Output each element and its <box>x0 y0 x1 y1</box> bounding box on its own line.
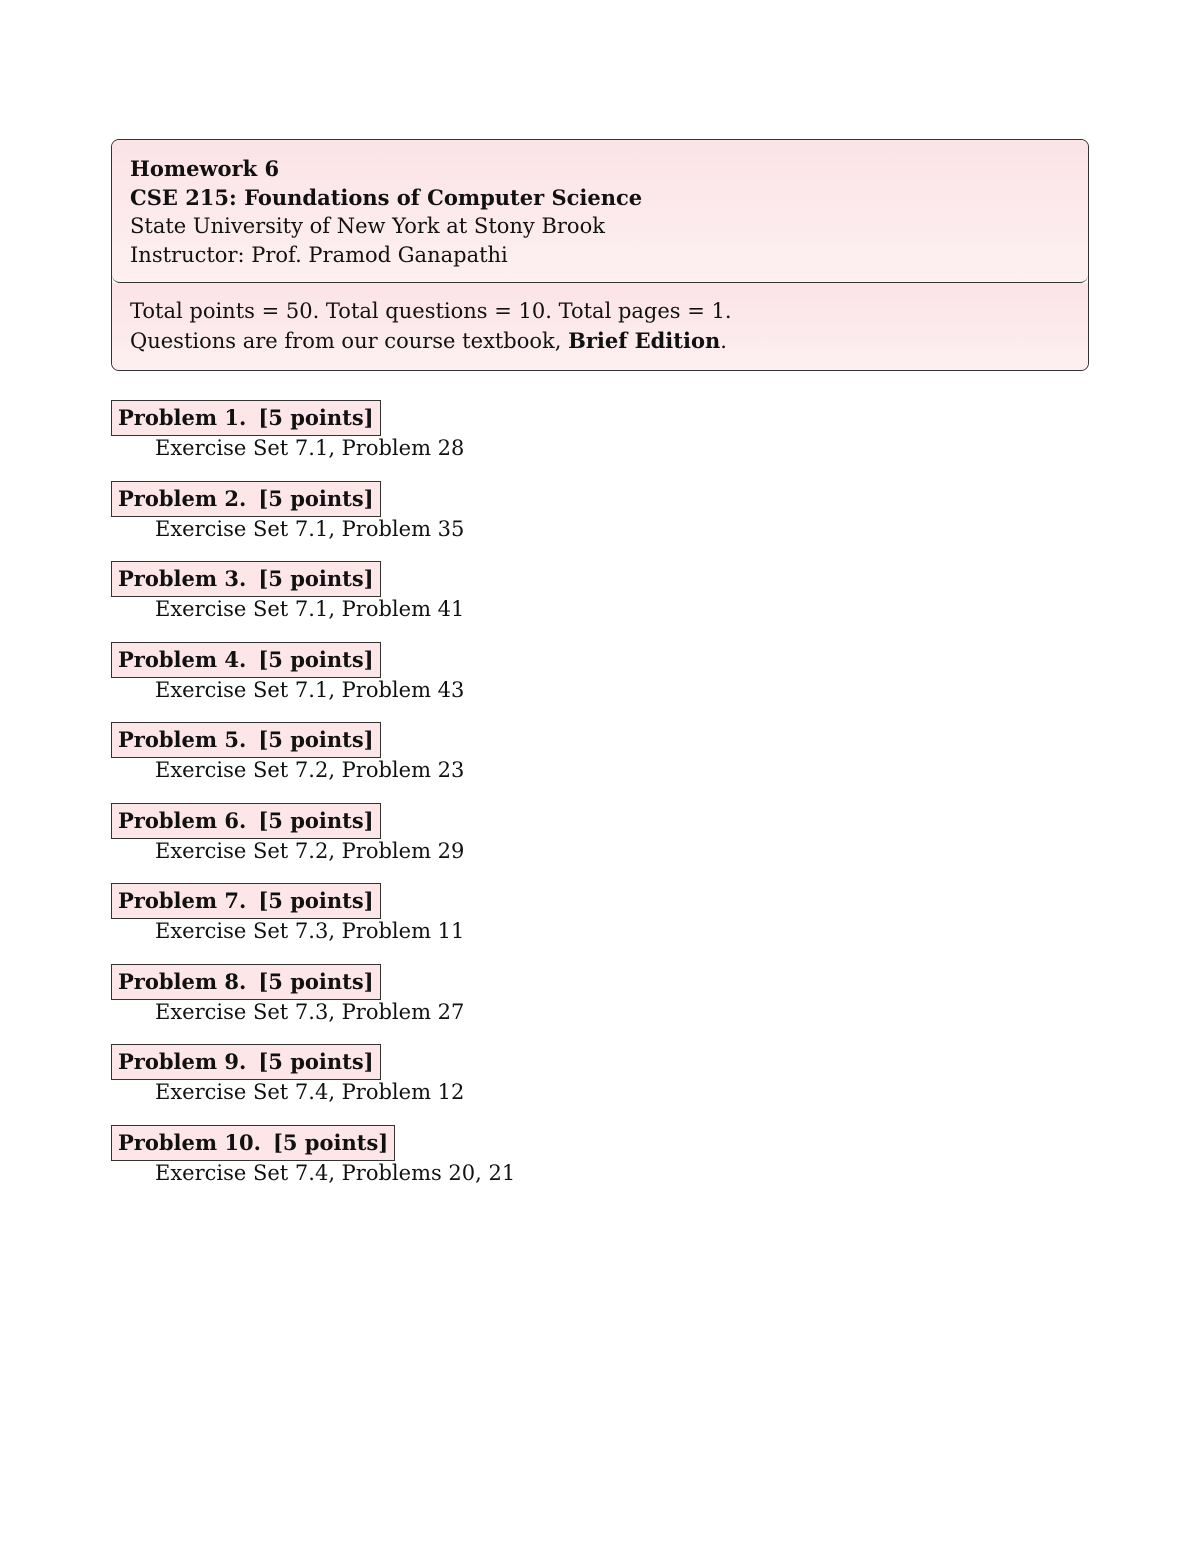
problem-item <box>111 964 515 1045</box>
problem-title <box>111 722 381 758</box>
university-name: State University of New York at Stony Brook <box>130 214 605 238</box>
problem-points: [5 points] <box>258 807 374 833</box>
problem-label: Problem 8. <box>118 968 247 994</box>
problem-reference: Exercise Set 7.4, Problems 20, 21 <box>155 1160 516 1185</box>
problem-reference: Exercise Set 7.1, Problem 28 <box>155 436 465 460</box>
problem-label: Problem 3. <box>118 566 247 591</box>
problem-reference: Exercise Set 7.4, Problem 12 <box>155 1080 465 1104</box>
problem-label: Problem 5. <box>118 727 247 752</box>
problem-reference: Exercise Set 7.2, Problem 29 <box>155 838 465 863</box>
problem-title <box>111 1125 395 1161</box>
problem-label: Problem 2. <box>118 485 247 511</box>
textbook-edition: Brief Edition <box>568 328 721 353</box>
problem-reference: Exercise Set 7.1, Problem 43 <box>155 677 465 702</box>
problem-title <box>111 642 381 678</box>
problem-title <box>111 481 381 517</box>
problem-reference: Exercise Set 7.1, Problem 35 <box>155 516 465 541</box>
problem-reference: Exercise Set 7.3, Problem 11 <box>155 919 465 943</box>
problem-reference: Exercise Set 7.1, Problem 41 <box>155 597 465 621</box>
problem-points: [5 points] <box>258 405 374 430</box>
problem-item <box>111 803 515 884</box>
course-name: CSE 215: Foundations of Computer Science <box>130 185 643 210</box>
problem-item <box>111 400 515 481</box>
totals-line: Total points = 50. Total questions = 10. Total pages = 1. <box>130 299 732 323</box>
problem-label: Problem 10. <box>118 1129 261 1155</box>
source-line <box>130 326 1088 356</box>
header-summary-panel <box>112 283 1088 371</box>
problem-points: [5 points] <box>258 727 374 752</box>
header-info-panel <box>112 140 1088 283</box>
problem-points: [5 points] <box>258 485 374 511</box>
homework-title: Homework 6 <box>130 156 280 181</box>
problem-label: Problem 9. <box>118 1049 247 1074</box>
problem-item <box>111 642 515 723</box>
problem-item <box>111 561 515 642</box>
problem-points: [5 points] <box>258 566 374 591</box>
problem-points: [5 points] <box>258 1049 374 1074</box>
source-prefix: Questions are from our course textbook, <box>130 329 569 353</box>
problem-label: Problem 7. <box>118 888 247 913</box>
source-suffix: . <box>720 329 727 353</box>
problem-title <box>111 964 381 1000</box>
problem-points: [5 points] <box>258 968 374 994</box>
problem-list <box>111 400 515 1205</box>
problem-points: [5 points] <box>258 888 374 913</box>
instructor-name: Instructor: Prof. Pramod Ganapathi <box>130 243 508 267</box>
problem-item <box>111 722 515 803</box>
problem-item <box>111 481 515 562</box>
problem-title <box>111 1044 381 1080</box>
problem-title <box>111 400 381 436</box>
problem-label: Problem 6. <box>118 807 247 833</box>
problem-points: [5 points] <box>258 646 374 672</box>
problem-reference: Exercise Set 7.2, Problem 23 <box>155 758 465 782</box>
problem-title <box>111 883 381 919</box>
problem-item <box>111 883 515 964</box>
problem-title <box>111 561 381 597</box>
problem-reference: Exercise Set 7.3, Problem 27 <box>155 999 465 1024</box>
problem-title <box>111 803 381 839</box>
problem-item <box>111 1125 515 1206</box>
problem-label: Problem 4. <box>118 646 247 672</box>
problem-points: [5 points] <box>272 1129 389 1155</box>
problem-item <box>111 1044 515 1125</box>
header-box <box>111 139 1089 371</box>
problem-label: Problem 1. <box>118 405 247 430</box>
